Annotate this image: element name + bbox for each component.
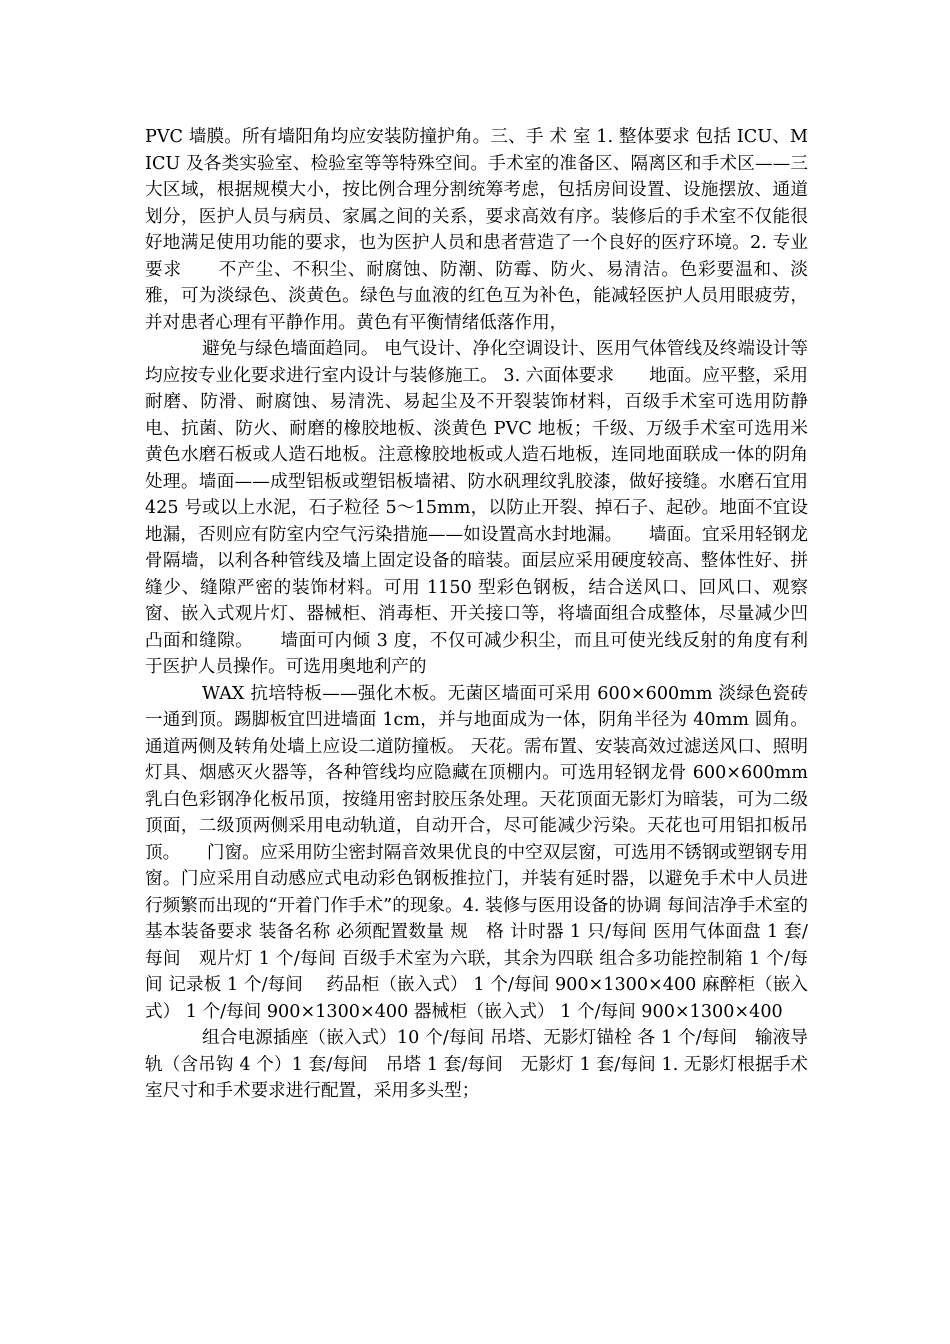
paragraph-4: 组合电源插座（嵌入式）10 个/每间 吊塔、无影灯锚栓 各 1 个/每间 输液导轨（含吊钩 4 个）1 套/每间 吊塔 1 套/每间 无影灯 1 套/每间 1. 无影灯根据手术室尺寸和手术要求进行配置，采用多头型；: [145, 1028, 808, 1101]
paragraph-3: WAX 抗培特板——强化木板。无菌区墙面可采用 600×600mm 淡绿色瓷砖一通到顶。踢脚板宜凹进墙面 1cm，并与地面成为一体，阴角半径为 40mm 圆角。通道两侧及转角处墙上应设二道防撞板。 天花。需布置、安装高效过滤送风口、照明灯具、烟感灭火器等，各种管线均应隐藏在顶棚内。可选用轻钢龙骨 600×600mm 乳白色彩钢净化板吊顶，按缝用密封胶压条处理。天花顶面无影灯为暗装，可为二级顶面，二级顶两侧采用电动轨道，自动开合，尽可能减少污染。天花也可用铝扣板吊顶。 门窗。应采用防尘密封隔音效果优良的中空双层窗，可选用不锈钢或塑钢专用窗。门应采用自动感应式电动彩色钢板推拉门，并装有延时器，以避免手术中人员进行频繁而出现的“开着门作手术”的现象。4. 装修与医用设备的协调 每间洁净手术室的基本装备要求 装备名称 必须配置数量 规 格 计时器 1 只/每间 医用气体面盘 1 套/每间 观片灯 1 个/每间 百级手术室为六联，其余为四联 组合多功能控制箱 1 个/每间 记录板 1 个/每间 药品柜（嵌入式） 1 个/每间 900×1300×400 麻醉柜（嵌入式） 1 个/每间 900×1300×400 器械柜（嵌入式） 1 个/每间 900×1300×400: [145, 683, 808, 1022]
document-body: [145, 124, 808, 1105]
paragraph-1: PVC 墙膜。所有墙阳角均应安装防撞护角。三、手 术 室 1. 整体要求 包括 ICU、MICU 及各类实验室、检验室等等特殊空间。手术室的准备区、隔离区和手术区——三大区域，根据规模大小，按比例合理分割统筹考虑，包括房间设置、设施摆放、通道划分，医护人员与病员、家属之间的关系，要求高效有序。装修后的手术室不仅能很好地满足使用功能的要求，也为医护人员和患者营造了一个良好的医疗环境。2. 专业要求 不产尘、不积尘、耐腐蚀、防潮、防霉、防火、易清洁。色彩要温和、淡雅，可为淡绿色、淡黄色。绿色与血液的红色互为补色，能减轻医护人员用眼疲劳，并对患者心理有平静作用。黄色有平衡情绪低落作用，: [145, 127, 808, 333]
paragraph-2: 避免与绿色墙面趋同。 电气设计、净化空调设计、医用气体管线及终端设计等均应按专业化要求进行室内设计与装修施工。 3. 六面体要求 地面。应平整，采用耐磨、防滑、耐腐蚀、易清洗、易起尘及不开裂装饰材料，百级手术室可选用防静电、抗菌、防火、耐磨的橡胶地板、淡黄色 PVC 地板；千级、万级手术室可选用米黄色水磨石板或人造石地板。注意橡胶地板或人造石地板，连同地面联成一体的阴角处理。墙面——成型铝板或塑铝板墙裙、防水矾理纹乳胶漆，做好接缝。水磨石宜用 425 号或以上水泥，石子粒径 5～15mm，以防止开裂、掉石子、起砂。地面不宜设地漏，否则应有防室内空气污染措施——如设置高水封地漏。 墙面。宜采用轻钢龙骨隔墙，以利各种管线及墙上固定设备的暗装。面层应采用硬度较高、整体性好、拼缝少、缝隙严密的装饰材料。可用 1150 型彩色钢板，结合送风口、回风口、观察窗、嵌入式观片灯、器械柜、消毒柜、开关接口等，将墙面组合成整体，尽量减少凹凸面和缝隙。 墙面可内倾 3 度，不仅可减少积尘，而且可使光线反射的角度有利于医护人员操作。可选用奥地利产的: [145, 339, 808, 677]
